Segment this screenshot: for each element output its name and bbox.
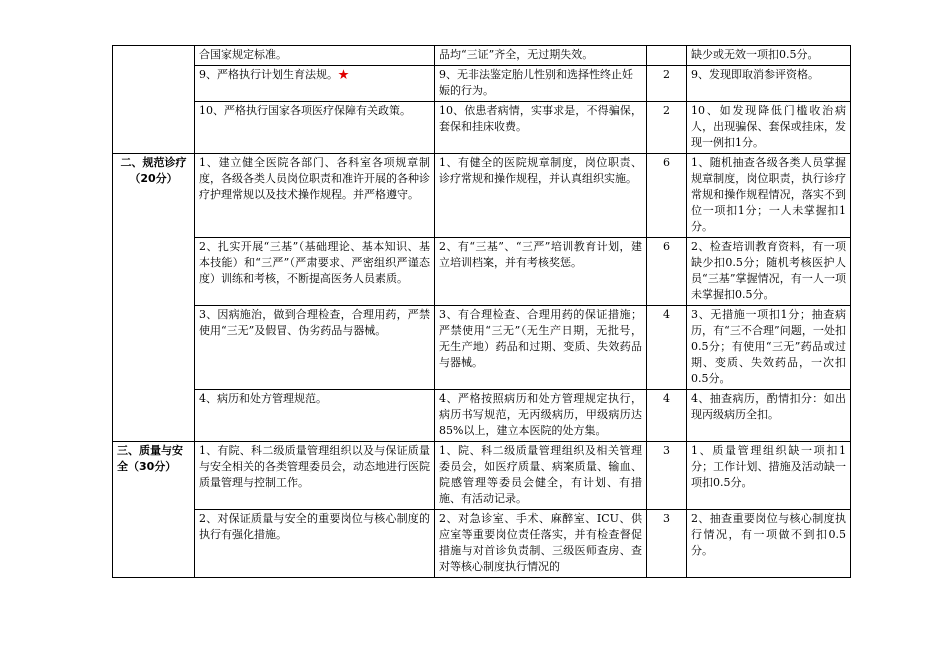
section-title: 三、质量与安全（30分） bbox=[117, 444, 183, 473]
standard-text: 9、严格执行计划生育法规。 bbox=[199, 68, 338, 81]
table-row bbox=[113, 102, 851, 154]
deduction-cell: 9、发现即取消参评资格。 bbox=[687, 66, 851, 102]
table-row bbox=[113, 510, 851, 578]
standard-cell: 2、扎实开展“三基”（基础理论、基本知识、基本技能）和“三严”（严肃要求、严密组织严谨态度）训练和考核，不断提高医务人员素质。 bbox=[195, 238, 435, 306]
deduction-cell: 1、质量管理组织缺一项扣1分；工作计划、措施及活动缺一项扣0.5分。 bbox=[687, 442, 851, 510]
criteria-cell: 1、有健全的医院规章制度，岗位职责、诊疗常规和操作规程，并认真组织实施。 bbox=[435, 154, 647, 238]
deduction-cell: 1、随机抽查各级各类人员掌握规章制度，岗位职责，执行诊疗常规和操作规程情况，落实不到位一项扣1分；一人未掌握扣1分。 bbox=[687, 154, 851, 238]
score-cell: 3 bbox=[647, 510, 687, 578]
deduction-cell: 3、无措施一项扣1分；抽查病历，有“三不合理”问题，一处扣0.5分；有使用“三无”药品或过期、变质、失效药品，一次扣0.5分。 bbox=[687, 306, 851, 390]
table-row bbox=[113, 442, 851, 510]
deduction-cell: 2、检查培训教育资料，有一项缺少扣0.5分；随机考核医护人员“三基”掌握情况，有一人一项未掌握扣0.5分。 bbox=[687, 238, 851, 306]
star-icon: ★ bbox=[338, 68, 349, 81]
table-row bbox=[113, 46, 851, 66]
table-row bbox=[113, 238, 851, 306]
score-cell: 4 bbox=[647, 306, 687, 390]
criteria-cell: 1、院、科二级质量管理组织及相关管理委员会，如医疗质量、病案质量、输血、院感管理等委员会健全，有计划、有措施、有活动记录。 bbox=[435, 442, 647, 510]
table-row bbox=[113, 390, 851, 442]
category-cell-section2 bbox=[113, 154, 195, 442]
section-title: 二、规范诊疗 bbox=[120, 156, 187, 169]
standard-cell: 2、对保证质量与安全的重要岗位与核心制度的执行有强化措施。 bbox=[195, 510, 435, 578]
table-row bbox=[113, 154, 851, 238]
score-cell: 6 bbox=[647, 238, 687, 306]
score-cell: 2 bbox=[647, 66, 687, 102]
category-cell-section3 bbox=[113, 442, 195, 578]
standard-cell: 4、病历和处方管理规范。 bbox=[195, 390, 435, 442]
section-points: （20分） bbox=[129, 172, 178, 185]
standard-cell: 合国家规定标准。 bbox=[195, 46, 435, 66]
criteria-cell: 3、有合理检查、合理用药的保证措施；严禁使用“三无”（无生产日期，无批号，无生产地）药品和过期、变质、失效药品与器械。 bbox=[435, 306, 647, 390]
score-cell: 6 bbox=[647, 154, 687, 238]
criteria-cell: 2、有“三基”、“三严”培训教育计划，建立培训档案，并有考核奖惩。 bbox=[435, 238, 647, 306]
score-cell: 2 bbox=[647, 102, 687, 154]
criteria-cell: 品均“三证”齐全，无过期失效。 bbox=[435, 46, 647, 66]
criteria-cell: 10、依患者病情，实事求是，不得骗保，套保和挂床收费。 bbox=[435, 102, 647, 154]
score-cell: 4 bbox=[647, 390, 687, 442]
deduction-cell: 10、如发现降低门槛收治病人，出现骗保、套保或挂床，发现一例扣1分。 bbox=[687, 102, 851, 154]
standard-cell bbox=[195, 66, 435, 102]
category-cell-empty bbox=[113, 46, 195, 154]
criteria-cell: 2、对急诊室、手术、麻醉室、ICU、供应室等重要岗位责任落实，并有检查督促措施与对首诊负责制、三级医师查房、查对等核心制度执行情况的 bbox=[435, 510, 647, 578]
score-cell bbox=[647, 46, 687, 66]
standard-cell: 1、建立健全医院各部门、各科室各项规章制度，各级各类人员岗位职责和准许开展的各种诊疗护理常规以及技术操作规程。并严格遵守。 bbox=[195, 154, 435, 238]
criteria-cell: 9、无非法鉴定胎儿性别和选择性终止妊娠的行为。 bbox=[435, 66, 647, 102]
standard-cell: 3、因病施治，做到合理检查，合理用药，严禁使用“三无”及假冒、伪劣药品与器械。 bbox=[195, 306, 435, 390]
deduction-cell: 缺少或无效一项扣0.5分。 bbox=[687, 46, 851, 66]
deduction-cell: 4、抽查病历，酌情扣分：如出现丙级病历全扣。 bbox=[687, 390, 851, 442]
standard-cell: 1、有院、科二级质量管理组织以及与保证质量与安全相关的各类管理委员会，动态地进行医院质量管理与控制工作。 bbox=[195, 442, 435, 510]
evaluation-table bbox=[112, 45, 851, 578]
table-row bbox=[113, 306, 851, 390]
table-row bbox=[113, 66, 851, 102]
deduction-cell: 2、抽查重要岗位与核心制度执行情况，有一项做不到扣0.5分。 bbox=[687, 510, 851, 578]
criteria-cell: 4、严格按照病历和处方管理规定执行，病历书写规范，无丙级病历，甲级病历达85%以上，建立本医院的处方集。 bbox=[435, 390, 647, 442]
standard-cell: 10、严格执行国家各项医疗保障有关政策。 bbox=[195, 102, 435, 154]
score-cell: 3 bbox=[647, 442, 687, 510]
